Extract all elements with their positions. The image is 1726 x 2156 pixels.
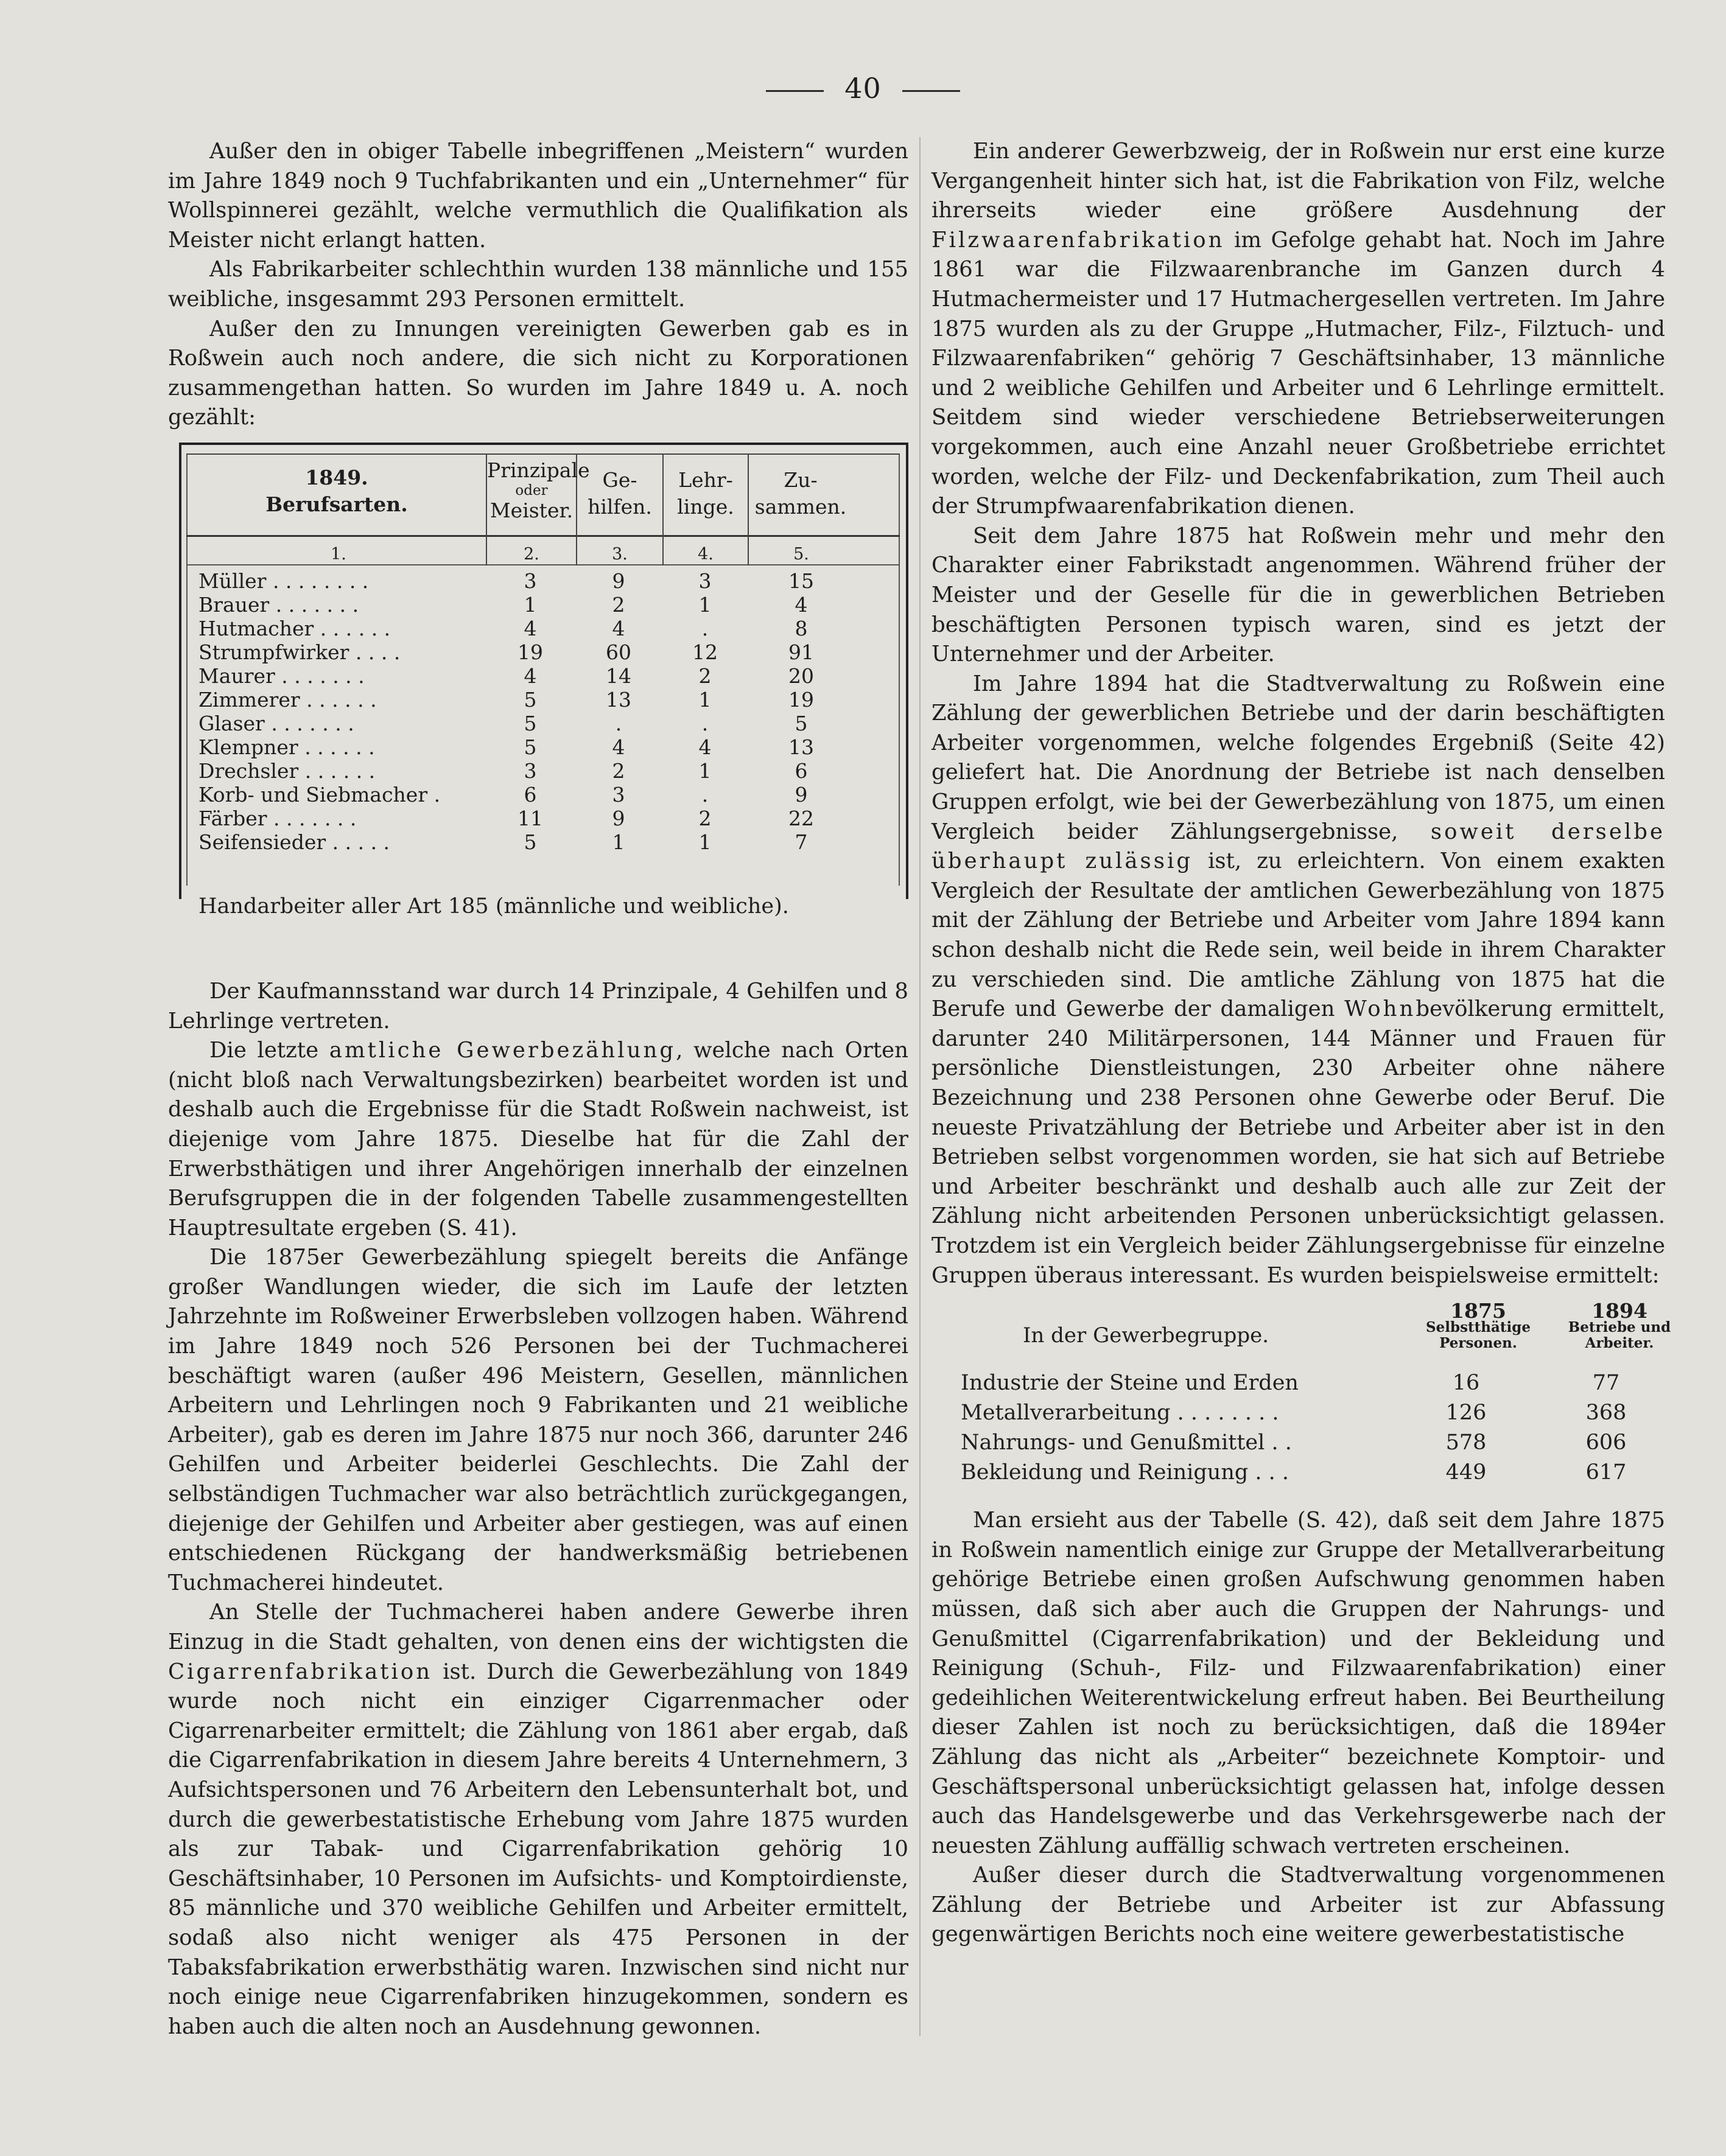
table-1875-1894 [931, 1297, 1671, 1497]
column-divider [919, 137, 921, 2036]
cell-lehrlinge: 12 [692, 640, 718, 664]
dash-right [902, 90, 960, 92]
table-header-meister [487, 457, 590, 524]
right-paragraph-4: Man ersieht aus der Tabelle (S. 42), daß seit dem Jahre 1875 in Roßwein namentlich einige zur Gruppe der Metallverarbeitung gehörige Betriebe einen großen Aufschwung genommen haben müssen, daß sich aber auch die Gruppen der Nahrungs- und Genußmittel (Cigarrenfabrikation) und der Bekleidung und Reinigung (Schuh-, Filz- und Filzwaarenfabrikation) einer gedeihlichen Weiterentwickelung erfreut haben. Bei Beurtheilung dieser Zahlen ist noch zu berücksichtigen, daß die 1894er Zählung das nicht als „Arbeiter“ bezeichnete Komptoir- und Geschäftspersonal unberücksichtigt gelassen hat, infolge dessen auch das Handelsgewerbe und das Verkehrsgewerbe nach der neuesten Zählung auffällig schwach vertreten erscheinen. [931, 1508, 1665, 1858]
cell-lehrlinge: 1 [698, 687, 712, 712]
column-number: 4. [698, 544, 714, 564]
left-column [168, 137, 908, 2042]
table-header-label: Berufsarten. [265, 492, 408, 516]
berufsart-name: Klempner . . . . . . [198, 735, 375, 759]
cell-1894: 606 [1585, 1430, 1627, 1455]
table-1849-rows [198, 569, 900, 854]
sub-1875-line1: Selbstthätige [1426, 1319, 1531, 1336]
gewerbegruppe-name: Nahrungs- und Genußmittel . . [961, 1430, 1292, 1455]
right-paragraph-1 [931, 137, 1665, 522]
right-paragraph-2: Seit dem Jahre 1875 hat Roßwein mehr und mehr den Charakter einer Fabrikstadt angenommen. Während früher der Meister und der Geselle für die in gewerblichen Betrieben beschäftigten Personen typisch waren, sind es jetzt der Unternehmer und der Arbeiter. [931, 523, 1665, 667]
right-paragraph-5: Außer dieser durch die Stadtverwaltung vorgenommenen Zählung der Betriebe und Arbeiter ist zur Abfassung gegenwärtigen Berichts noch eine weitere gewerbestatistische [931, 1863, 1665, 1947]
berufsart-name: Müller . . . . . . . . [198, 569, 369, 593]
cell-zusammen: 15 [788, 569, 814, 593]
header-meister-line2: oder [515, 482, 548, 499]
cell-1894: 617 [1585, 1460, 1627, 1485]
cell-gehilfen: 3 [612, 782, 625, 807]
cell-meister: 19 [517, 640, 543, 664]
header-zusammen-line2: sammen. [754, 494, 847, 519]
cell-gehilfen: 9 [612, 569, 625, 593]
table-rule-header [186, 535, 900, 537]
sub-1894-line2: Arbeiter. [1585, 1335, 1654, 1352]
table-row [198, 640, 900, 664]
cell-gehilfen: 4 [612, 616, 625, 640]
sub-1875-line2: Personen. [1439, 1335, 1517, 1352]
table-row [961, 1368, 1661, 1398]
cell-gehilfen: 1 [612, 830, 625, 854]
cell-lehrlinge: 3 [698, 569, 712, 593]
cell-lehrlinge: 4 [698, 735, 712, 759]
table-header-lehrlinge [664, 467, 748, 520]
page-number: 40 [844, 72, 882, 105]
left-paragraph-4: Der Kaufmannsstand war durch 14 Prinzipale, 4 Gehilfen und 8 Lehrlinge vertreten. [168, 978, 908, 1034]
table-row [198, 617, 900, 640]
year-1894: 1894 [1591, 1299, 1647, 1323]
cell-zusammen: 91 [788, 640, 814, 664]
berufsart-name: Brauer . . . . . . . [198, 592, 359, 617]
cell-lehrlinge: 1 [698, 592, 712, 617]
berufsart-name: Korb- und Siebmacher . [198, 782, 441, 807]
table-row [198, 735, 900, 759]
cell-zusammen: 22 [788, 806, 814, 830]
cell-1875: 449 [1445, 1460, 1487, 1485]
rpara1-spaced: Filzwaarenfabrikation [931, 227, 1225, 253]
sub-header-1894 [1546, 1320, 1693, 1351]
cell-gehilfen: 14 [606, 663, 631, 688]
rpara3-text-b: ist, zu erleichtern. Von einem exakten Vergleich der Resultate der amtlichen Gewerbezählung von 1875 mit der Zählung der Betriebe und Arbeiter vom Jahre 1894 kann schon deshalb nicht die Rede sein, weil beide in ihrem Charakter zu verschieden sind. Die amtliche Zählung von 1875 hat die Berufe und Gewerbe der damaligen [931, 849, 1665, 1022]
berufsart-name: Färber . . . . . . . [198, 806, 357, 830]
left-paragraph-3: Außer den zu Innungen vereinigten Gewerben gab es in Roßwein auch noch andere, die sich nicht zu Korporationen zusammengethan hatten. So wurden im Jahre 1849 u. A. noch gezählt: [168, 316, 908, 430]
table-header-zusammen [749, 467, 852, 520]
table-1849-footnote: Handarbeiter aller Art 185 (männliche und weibliche). [198, 894, 789, 919]
berufsart-name: Zimmerer . . . . . . [198, 687, 377, 712]
berufsart-name: Drechsler . . . . . . [198, 758, 376, 783]
left-paragraph-7 [168, 1598, 908, 2042]
cell-meister: 5 [524, 830, 537, 854]
para5-text-b: , welche nach Orten (nicht bloß nach Verwaltungsbezirken) bearbeitet worden ist und deshalb auch die Ergebnisse für die Stadt Roßwein nachweist, ist diejenige vom Jahre 1875. Dieselbe hat für die Zahl der Erwerbsthätigen und ihrer Angehörigen innerhalb der einzelnen Berufsgruppen die in der folgenden Tabelle zusammengestellten Hauptresultate ergeben (S. 41). [168, 1038, 908, 1241]
table-frame-right [906, 443, 908, 899]
cell-meister: 4 [524, 663, 537, 688]
cell-gehilfen: 2 [612, 758, 625, 783]
rpara3-text-a: Im Jahre 1894 hat die Stadtverwaltung zu Roßwein eine Zählung der gewerblichen Betriebe und der darin beschäftigten Arbeiter vorgenommen, welche folgendes Ergebniß (Seite 42) geliefert hat. Die Anordnung der Betriebe ist nach denselben Gruppen erfolgt, wie bei der Gewerbezählung von 1875, um einen Vergleich beider Zählungsergebnisse, [931, 671, 1665, 844]
gewerbegruppe-name: Industrie der Steine und Erden [961, 1371, 1299, 1396]
column-number: 1. [331, 544, 346, 564]
header-meister-line3: Meister. [489, 498, 574, 522]
sub-header-1875 [1405, 1320, 1551, 1351]
cell-lehrlinge: . [701, 616, 709, 640]
table-row [198, 569, 900, 593]
year-1875: 1875 [1450, 1299, 1506, 1323]
cell-zusammen: 9 [795, 782, 808, 807]
gewerbegruppe-name: Metallverarbeitung . . . . . . . . [961, 1401, 1279, 1426]
cell-gehilfen: 60 [606, 640, 631, 664]
rpara1-text-b: im Gefolge gehabt hat. Noch im Jahre 1861 war die Filzwaarenbranche im Ganzen durch 4 Hutmachermeister und 17 Hutmachergesellen vertreten. Im Jahre 1875 wurden als zu der Gruppe „Hutmacher, Filz-, Filztuch- und Filzwaarenfabriken“ gehörig 7 Geschäftsinhaber, 13 männliche und 2 weibliche Gehilfen und Arbeiter und 6 Lehrlinge ermittelt. Seitdem sind wieder verschiedene Betriebserweiterungen vorgekommen, auch eine Anzahl neuer Großbetriebe errichtet worden, welche der Filz- und Deckenfabrikation, zum Theil auch der Strumpfwaarenfabrikation dienen. [931, 227, 1665, 519]
right-column [931, 137, 1671, 1950]
cell-zusammen: 7 [795, 830, 808, 854]
left-paragraph-6: Die 1875er Gewerbezählung spiegelt bereits die Anfänge großer Wandlungen wieder, die sich im Laufe der letzten Jahrzehnte im Roßweiner Erwerbsleben vollzogen haben. Während im Jahre 1849 noch 526 Personen bei der Tuchmacherei beschäftigt waren (außer 496 Meistern, Gesellen, männlichen Arbeitern und Lehrlingen noch 9 Fabrikanten und 21 weibliche Arbeiter), gab es deren im Jahre 1875 nur noch 366, darunter 246 Gehilfen und Arbeiter beiderlei Geschlechts. Die Zahl der selbständigen Tuchmacher war also beträchtlich zurückgegangen, diejenige der Gehilfen und Arbeiter aber gestiegen, was auf einen entschiedenen Rückgang der handwerksmäßig betriebenen Tuchmacherei hindeutet. [168, 1245, 908, 1595]
table-row [198, 759, 900, 783]
left-paragraph-2: Als Fabrikarbeiter schlechthin wurden 138 männliche und 155 weibliche, insgesammt 293 Personen ermittelt. [168, 257, 908, 312]
table-1849 [168, 443, 908, 966]
table-row [198, 830, 900, 854]
header-lehrlinge-line1: Lehr- [678, 467, 733, 492]
table-row [198, 807, 900, 830]
left-paragraph-1: Außer den in obiger Tabelle inbegriffenen „Meistern“ wurden im Jahre 1849 noch 9 Tuchfabrikanten und ein „Unternehmer“ für Wollspinnerei gezählt, welche vermuthlich die Qualifikation als Meister nicht erlangt hatten. [168, 139, 908, 253]
table-frame-left [179, 443, 181, 899]
column-number: 2. [524, 544, 539, 564]
cell-meister: 5 [524, 735, 537, 759]
table-frame-left-inner [186, 453, 188, 886]
gewerbegruppe-label: In der Gewerbegruppe. [1023, 1323, 1269, 1348]
table-row [198, 712, 900, 735]
cell-zusammen: 4 [795, 592, 808, 617]
page-number-header [0, 72, 1726, 105]
cell-meister: 4 [524, 616, 537, 640]
table-year: 1849. [305, 465, 368, 489]
table-frame-top [179, 443, 908, 445]
header-zusammen-line1: Zu- [784, 467, 818, 492]
cell-zusammen: 8 [795, 616, 808, 640]
cell-1894: 77 [1592, 1371, 1620, 1396]
table-row [961, 1428, 1661, 1457]
para5-spaced: amtliche Gewerbezählung [329, 1038, 676, 1063]
cell-1875: 16 [1452, 1371, 1480, 1396]
cell-zusammen: 13 [788, 735, 814, 759]
para5-text-a: Die letzte [209, 1038, 329, 1063]
cell-lehrlinge: 1 [698, 830, 712, 854]
rpara3-spaced: soweit derselbe überhaupt zulässig [931, 819, 1665, 874]
left-paragraph-5 [168, 1036, 908, 1243]
berufsart-name: Maurer . . . . . . . [198, 663, 365, 688]
cell-1894: 368 [1585, 1401, 1627, 1426]
header-gehilfen-line1: Ge- [602, 467, 637, 492]
cell-lehrlinge: . [701, 711, 709, 735]
cell-zusammen: 20 [788, 663, 814, 688]
table-row [198, 664, 900, 688]
table-row [198, 688, 900, 712]
cell-meister: 5 [524, 687, 537, 712]
sub-1894-line1: Betriebe und [1568, 1319, 1671, 1336]
right-paragraph-3 [931, 670, 1665, 1290]
para7-text-b: ist. Durch die Gewerbezählung von 1849 wurde noch nicht ein einziger Cigarrenmacher oder Cigarrenarbeiter ermittelt; die Zählung von 1861 aber ergab, daß die Cigarrenfabrikation in diesem Jahre bereits 4 Unternehmern, 3 Aufsichtspersonen und 76 Arbeitern den Lebensunterhalt bot, und durch die gewerbestatistische Erhebung vom Jahre 1875 wurden als zur Tabak- und Cigarrenfabrikation gehörig 10 Geschäftsinhaber, 10 Personen im Aufsichts- und Komptoirdienste, 85 männliche und 370 weibliche Gehilfen und Arbeiter ermittelt, sodaß also nicht weniger als 475 Personen in der Tabaksfabrikation erwerbsthätig waren. Inzwischen sind nicht nur noch einige neue Cigarrenfabriken hinzugekommen, sondern es haben auch die alten noch an Ausdehnung gewonnen. [168, 1659, 908, 2039]
column-number: 3. [612, 544, 628, 564]
cell-1875: 126 [1445, 1401, 1487, 1426]
cell-meister: 11 [517, 806, 543, 830]
gewerbegruppe-name: Bekleidung und Reinigung . . . [961, 1460, 1289, 1485]
cell-lehrlinge: . [701, 782, 709, 807]
cell-meister: 5 [524, 711, 537, 735]
berufsart-name: Glaser . . . . . . . [198, 711, 354, 735]
header-lehrlinge-line2: linge. [677, 494, 734, 519]
table-row [198, 783, 900, 807]
cell-lehrlinge: 1 [698, 758, 712, 783]
header-meister-line1: Prinzipale [487, 458, 590, 482]
cell-lehrlinge: 2 [698, 663, 712, 688]
column-number: 5. [793, 544, 809, 564]
table-row [198, 593, 900, 617]
para7-text-a: An Stelle der Tuchmacherei haben andere Gewerbe ihren Einzug in die Stadt gehalten, von denen eins der wichtigsten die [168, 1600, 908, 1654]
cell-meister: 3 [524, 569, 537, 593]
cell-meister: 3 [524, 758, 537, 783]
table-row [961, 1458, 1661, 1487]
berufsart-name: Strumpfwirker . . . . [198, 640, 401, 664]
cell-lehrlinge: 2 [698, 806, 712, 830]
cell-meister: 6 [524, 782, 537, 807]
dash-left [766, 90, 824, 92]
header-gehilfen-line2: hilfen. [588, 494, 652, 519]
cell-gehilfen: 2 [612, 592, 625, 617]
cell-gehilfen: 13 [606, 687, 631, 712]
table-rule-top [186, 453, 900, 455]
cell-zusammen: 5 [795, 711, 808, 735]
rpara3-spaced-2: Wohn [1344, 996, 1416, 1022]
table-row [961, 1398, 1661, 1427]
cell-gehilfen: 4 [612, 735, 625, 759]
berufsart-name: Seifensieder . . . . . [198, 830, 390, 854]
rpara1-text-a: Ein anderer Gewerbzweig, der in Roßwein nur erst eine kurze Vergangenheit hinter sich hat, ist die Fabrikation von Filz, welche ihrerseits wieder eine größere Ausdehnung der [931, 139, 1665, 223]
para7-spaced: Cigarrenfabrikation [168, 1659, 433, 1684]
berufsart-name: Hutmacher . . . . . . [198, 616, 391, 640]
cell-zusammen: 19 [788, 687, 814, 712]
cell-meister: 1 [524, 592, 537, 617]
table-header-berufsarten [188, 464, 486, 518]
cell-1875: 578 [1445, 1430, 1487, 1455]
rpara3-text-c: bevölkerung ermittelt, darunter 240 Militärpersonen, 144 Männer und Frauen für persönliche Dienstleistungen, 230 Arbeiter ohne nähere Bezeichnung und 238 Personen ohne Gewerbe oder Beruf. Die neueste Privatzählung der Betriebe und Arbeiter aber ist in den Betrieben selbst vorgenommen worden, sie hat sich auf Betriebe und Arbeiter beschränkt und deshalb auch alle zur Zeit der Zählung nicht arbeitenden Personen unberücksichtigt gelassen. Trotzdem ist ein Vergleich beider Zählungsergebnisse für einzelne Gruppen überaus interessant. Es wurden beispielsweise ermittelt: [931, 996, 1665, 1288]
cell-gehilfen: . [615, 711, 622, 735]
cell-gehilfen: 9 [612, 806, 625, 830]
table-header-gehilfen [577, 467, 662, 520]
cell-zusammen: 6 [795, 758, 808, 783]
